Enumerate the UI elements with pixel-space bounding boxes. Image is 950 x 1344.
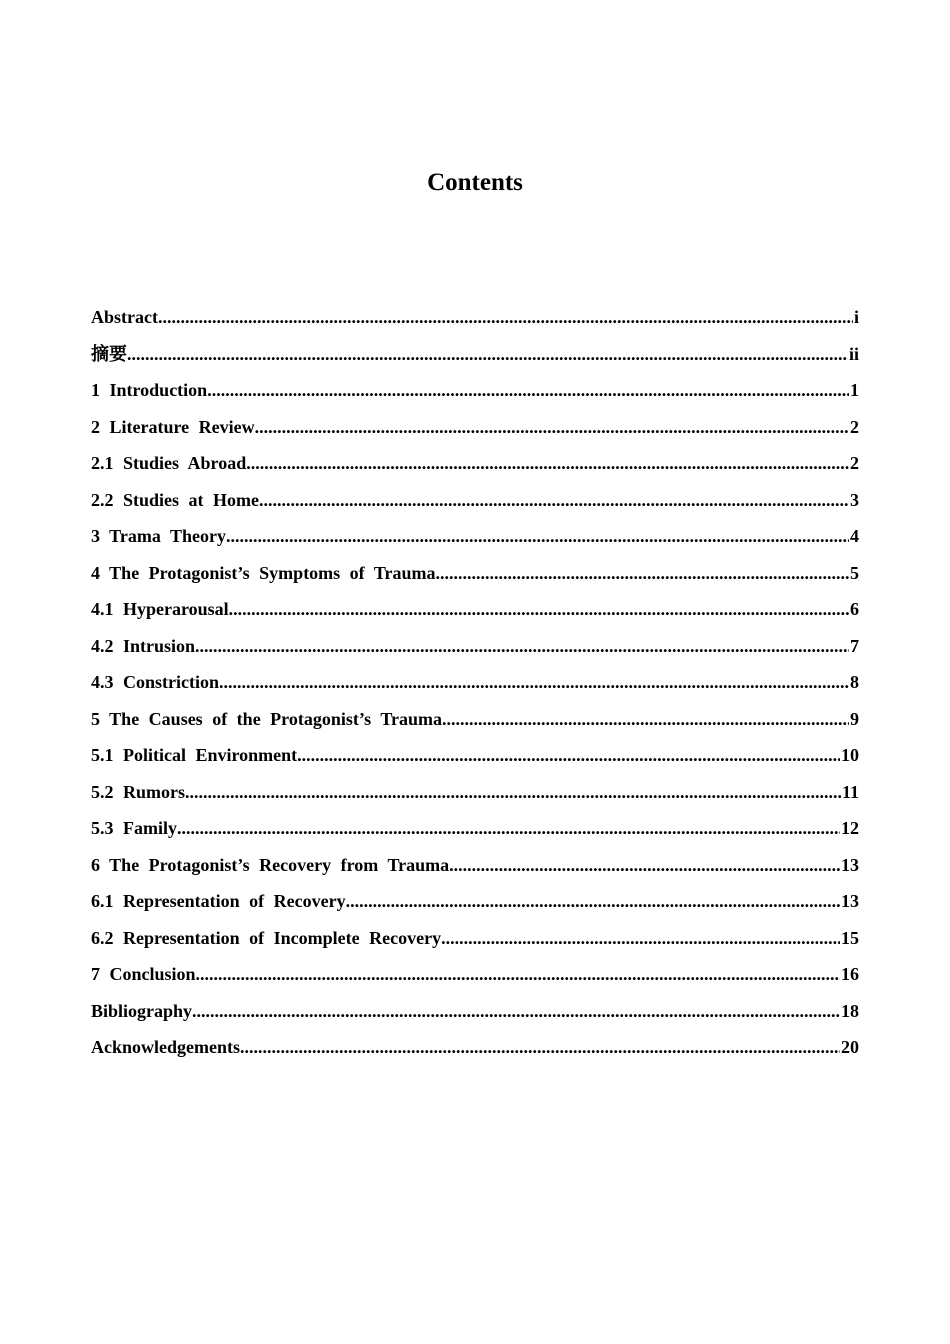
toc-entry-label: 6 The Protagonist’s Recovery from Trauma <box>91 854 450 875</box>
toc-entry-page: 13 <box>841 891 859 911</box>
toc-entry-label: 6.2 Representation of Incomplete Recovery <box>91 927 442 948</box>
toc-leader-dots <box>442 704 849 734</box>
toc-entry-label: 5 The Causes of the Protagonist’s Trauma <box>91 708 443 729</box>
toc-leader-dots <box>346 886 840 916</box>
toc-entry-label: 1 Introduction <box>91 380 208 400</box>
toc-entry[interactable] <box>91 850 859 887</box>
toc-entry-page: 4 <box>850 526 859 546</box>
toc-entry[interactable] <box>91 886 859 923</box>
toc-entry-label: Bibliography <box>91 1000 193 1021</box>
toc-entry[interactable] <box>91 631 859 668</box>
toc-leader-dots <box>127 339 848 369</box>
page-title: Contents <box>427 169 523 196</box>
toc-entry-label: 6.1 Representation of Recovery <box>91 891 346 911</box>
toc-entry[interactable] <box>91 485 859 522</box>
toc-entry-label: 7 Conclusion <box>91 964 196 984</box>
toc-entry-page: 1 <box>850 380 859 400</box>
toc-entry[interactable] <box>91 923 859 960</box>
toc-entry[interactable] <box>91 740 859 777</box>
toc-entry[interactable] <box>91 448 859 485</box>
toc-entry-page: 15 <box>841 927 859 948</box>
toc-leader-dots <box>185 777 841 807</box>
toc-leader-dots <box>158 302 853 332</box>
toc-entry-page: 18 <box>841 1000 859 1021</box>
toc-leader-dots <box>297 740 840 770</box>
toc-leader-dots <box>207 375 849 405</box>
toc-entry[interactable] <box>91 813 859 850</box>
toc-entry[interactable] <box>91 558 859 595</box>
toc-entry-label: Abstract <box>91 307 158 327</box>
toc-entry-label: 4.2 Intrusion <box>91 635 196 656</box>
toc-entry-page: 2 <box>850 453 859 473</box>
toc-entry-label: 2 Literature Review <box>91 416 255 437</box>
toc-entry[interactable] <box>91 959 859 996</box>
toc-entry-label: 4.1 Hyperarousal <box>91 599 229 619</box>
toc-entry-page: 9 <box>850 708 859 729</box>
toc-entry[interactable] <box>91 302 859 339</box>
toc-entry-page: i <box>853 307 859 327</box>
toc-entry-page: 10 <box>841 745 859 765</box>
toc-entry[interactable] <box>91 777 859 814</box>
toc-entry-label: Acknowledgements <box>91 1037 240 1057</box>
toc-entry-page: 5 <box>850 562 859 583</box>
toc-entry-page: 20 <box>841 1037 859 1057</box>
toc-leader-dots <box>177 813 840 843</box>
toc-entry-label: 4 The Protagonist’s Symptoms of Trauma <box>91 562 436 583</box>
toc-entry-label: 5.3 Family <box>91 818 177 838</box>
toc-entry-label: 2.2 Studies at Home <box>91 489 259 510</box>
toc-leader-dots <box>255 412 849 442</box>
toc-entry-label: 5.1 Political Environment <box>91 745 298 765</box>
toc-entry[interactable] <box>91 996 859 1033</box>
toc-entry-label: 3 Trama Theory <box>91 526 226 546</box>
toc-entry[interactable] <box>91 594 859 631</box>
toc-entry[interactable] <box>91 339 859 376</box>
toc-leader-dots <box>195 631 849 661</box>
toc-leader-dots <box>246 448 849 478</box>
toc-entry-label: 2.1 Studies Abroad <box>91 453 247 473</box>
toc-entry-page: 13 <box>841 854 859 875</box>
toc-entry[interactable] <box>91 1032 859 1069</box>
toc-entry-page: ii <box>848 343 859 364</box>
toc-leader-dots <box>219 667 849 697</box>
toc-leader-dots <box>449 850 840 880</box>
toc-leader-dots <box>196 959 840 989</box>
toc-entry[interactable] <box>91 667 859 704</box>
toc-leader-dots <box>436 558 849 588</box>
toc-leader-dots <box>192 996 840 1026</box>
toc-entry-label: 4.3 Constriction <box>91 672 219 692</box>
toc-leader-dots <box>259 485 849 515</box>
toc-entry-label: 摘要 <box>91 343 127 364</box>
toc-entry[interactable] <box>91 412 859 449</box>
toc-entry-page: 7 <box>850 635 859 656</box>
toc-entry-page: 16 <box>841 964 859 984</box>
toc-entry[interactable] <box>91 375 859 412</box>
toc-entry[interactable] <box>91 521 859 558</box>
toc-entry-page: 12 <box>841 818 859 838</box>
toc-leader-dots <box>441 923 840 953</box>
toc-entry-page: 3 <box>850 489 859 510</box>
toc-leader-dots <box>226 521 849 551</box>
toc-entry-page: 2 <box>850 416 859 437</box>
toc-entry-page: 11 <box>841 781 859 802</box>
toc-leader-dots <box>240 1032 840 1062</box>
toc-entry-label: 5.2 Rumors <box>91 781 185 802</box>
toc-entry-page: 8 <box>850 672 859 692</box>
toc-leader-dots <box>229 594 849 624</box>
toc-entry[interactable] <box>91 704 859 741</box>
table-of-contents <box>91 302 859 1069</box>
toc-entry-page: 6 <box>850 599 859 619</box>
